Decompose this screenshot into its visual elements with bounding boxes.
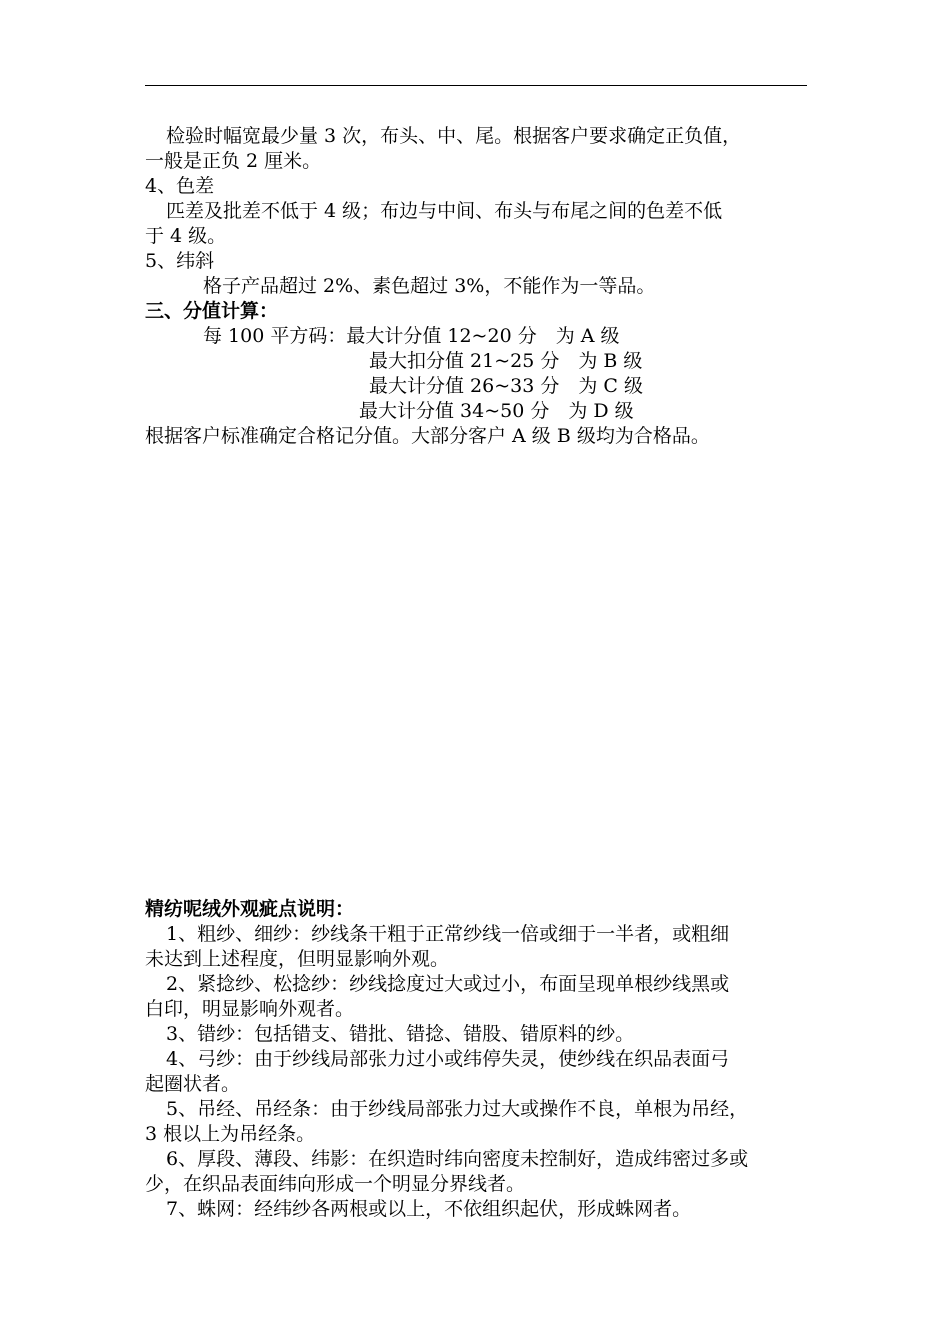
defects-heading: 精纺呢绒外观疵点说明： [145, 898, 355, 920]
defect-item-1-line1: 1、粗纱、细纱：纱线条干粗于正常纱线一倍或细于一半者，或粗细 [166, 923, 730, 945]
grade-d-line: 最大计分值 34~50 分 为 D 级 [359, 400, 634, 422]
defect-item-2-line2: 白印，明显影响外观者。 [145, 998, 355, 1020]
defect-item-4-line2: 起圈状者。 [145, 1073, 241, 1095]
grade-c-line: 最大计分值 26~33 分 为 C 级 [369, 375, 643, 397]
defect-item-5-line2: 3 根以上为吊经条。 [145, 1123, 316, 1145]
defect-item-6-line1: 6、厚段、薄段、纬影：在织造时纬向密度未控制好，造成纬密过多或 [166, 1148, 749, 1170]
skew-heading: 5、纬斜 [145, 250, 215, 272]
defect-item-7: 7、蛛网：经纬纱各两根或以上，不依组织起伏，形成蛛网者。 [166, 1198, 692, 1220]
header-rule [145, 85, 807, 86]
color-diff-heading: 4、色差 [145, 175, 215, 197]
defect-item-3: 3、错纱：包括错支、错批、错捻、错股、错原料的纱。 [166, 1023, 635, 1045]
width-para-line2: 一般是正负 2 厘米。 [145, 150, 322, 172]
score-heading: 三、分值计算： [145, 300, 279, 322]
skew-line1: 格子产品超过 2%、素色超过 3%，不能作为一等品。 [203, 275, 656, 297]
defect-item-2-line1: 2、紧捻纱、松捻纱：纱线捻度过大或过小，布面呈现单根纱线黑或 [166, 973, 730, 995]
defect-item-4-line1: 4、弓纱：由于纱线局部张力过小或纬停失灵，使纱线在织品表面弓 [166, 1048, 730, 1070]
grade-a-line: 每 100 平方码：最大计分值 12~20 分 为 A 级 [203, 325, 620, 347]
defect-item-5-line1: 5、吊经、吊经条：由于纱线局部张力过大或操作不良，单根为吊经， [166, 1098, 749, 1120]
defect-item-1-line2: 未达到上述程度，但明显影响外观。 [145, 948, 450, 970]
color-diff-line2: 于 4 级。 [145, 225, 227, 247]
score-note: 根据客户标准确定合格记分值。大部分客户 A 级 B 级均为合格品。 [145, 425, 710, 447]
grade-b-line: 最大扣分值 21~25 分 为 B 级 [369, 350, 643, 372]
defect-item-6-line2: 少，在织品表面纬向形成一个明显分界线者。 [145, 1173, 526, 1195]
color-diff-line1: 匹差及批差不低于 4 级；布边与中间、布头与布尾之间的色差不低 [166, 200, 723, 222]
width-para-line1: 检验时幅宽最少量 3 次，布头、中、尾。根据客户要求确定正负值， [166, 125, 742, 147]
